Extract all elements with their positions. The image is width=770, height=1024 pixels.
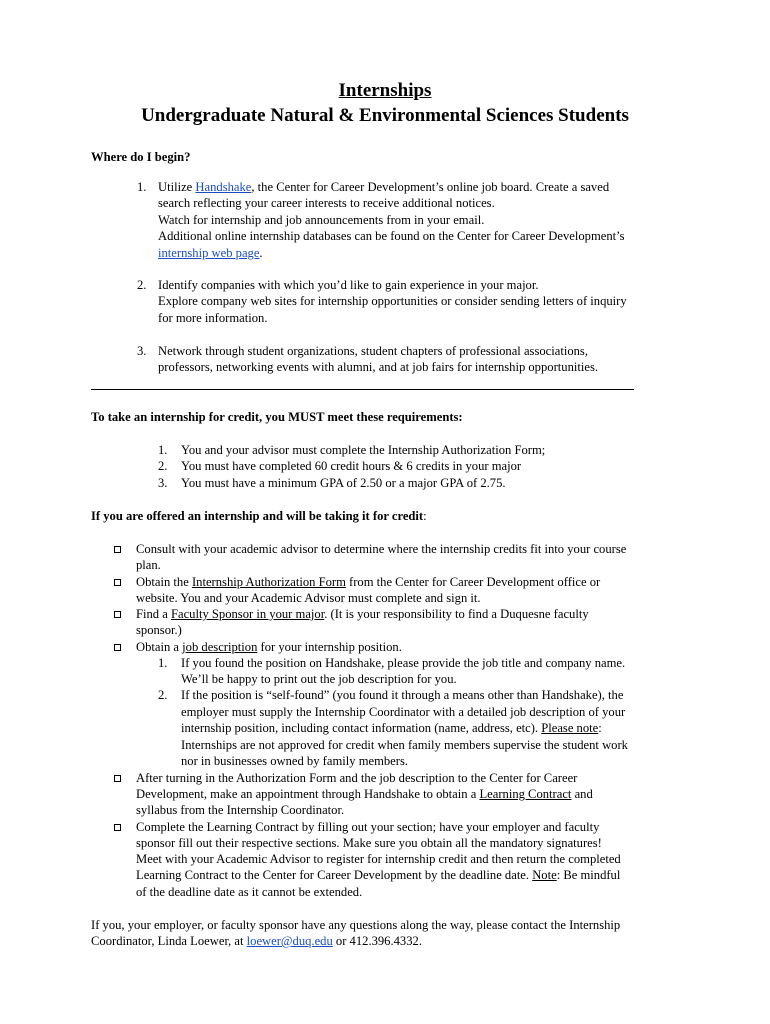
step-line: Explore company web sites for internship opportunities or consider sending letters of inquiry xyxy=(158,294,627,308)
step-text: , the Center for Career Development’s online job board. Create a saved xyxy=(251,180,610,194)
subitem-line: nor in businesses owned by family members. xyxy=(181,754,409,768)
checklist-line xyxy=(136,786,593,802)
note-text: Note xyxy=(532,868,557,882)
step-text: . xyxy=(259,246,263,260)
section-divider xyxy=(91,389,634,390)
checklist-line: After turning in the Authorization Form and the job description to the Center for Career xyxy=(136,771,578,785)
step-line: Additional online internship databases can be found on the Center for Career Development’s xyxy=(158,229,625,243)
checklist-text: Obtain a xyxy=(136,640,183,654)
authorization-form-text: Internship Authorization Form xyxy=(191,575,346,589)
requirement-number: 1. xyxy=(158,443,168,457)
footer-text: or 412.396.4332. xyxy=(332,934,422,948)
checklist-text: Find a xyxy=(136,607,171,621)
checklist-text: for your internship position. xyxy=(257,640,402,654)
checklist-text: from the Center for Career Development office or xyxy=(345,575,601,589)
requirement-text: You and your advisor must complete the Internship Authorization Form; xyxy=(181,443,546,457)
checklist-line: website. You and your Academic Advisor must complete and sign it. xyxy=(136,591,481,605)
checklist-text: Development, make an appointment through Handshake to obtain a xyxy=(136,787,480,801)
offered-heading-colon: : xyxy=(423,509,427,523)
page-subtitle: Undergraduate Natural & Environmental Sciences Students xyxy=(141,105,629,126)
checklist-line: plan. xyxy=(136,558,161,572)
step-line xyxy=(158,245,263,261)
checklist-line xyxy=(136,867,620,883)
checkbox-icon xyxy=(114,546,121,553)
checklist-line xyxy=(136,639,402,655)
page-title: Internships xyxy=(338,80,432,101)
internship-web-page-link[interactable]: internship web page xyxy=(158,246,260,260)
checkbox-icon xyxy=(114,824,121,831)
checklist-line xyxy=(136,606,589,622)
subitem-line xyxy=(181,720,602,736)
checkbox-icon xyxy=(114,611,121,618)
checklist-text: Obtain the xyxy=(136,575,192,589)
step-number: 2. xyxy=(137,278,147,292)
step-line: Identify companies with which you’d like to gain experience in your major. xyxy=(158,278,539,292)
checklist-line: sponsor.) xyxy=(136,623,182,637)
job-description-text: job description xyxy=(182,640,258,654)
checkbox-icon xyxy=(114,775,121,782)
step-number: 1. xyxy=(137,180,147,194)
checklist-line: Meet with your Academic Advisor to register for internship credit and then return the completed xyxy=(136,852,621,866)
offered-heading xyxy=(91,508,427,524)
subitem-line: If the position is “self-found” (you found it through a means other than Handshake), the xyxy=(181,688,624,702)
footer-line xyxy=(91,933,422,949)
step-line: search reflecting your career interests to receive additional notices. xyxy=(158,196,495,210)
subitem-line: We’ll be happy to print out the job description for you. xyxy=(181,672,457,686)
checklist-line: of the deadline date as it cannot be extended. xyxy=(136,885,363,899)
requirement-number: 3. xyxy=(158,476,168,490)
subitem-number: 1. xyxy=(158,656,168,670)
step-line: for more information. xyxy=(158,311,268,325)
requirement-number: 2. xyxy=(158,459,168,473)
checklist-text: . (It is your responsibility to find a Duquesne faculty xyxy=(324,607,589,621)
handshake-link[interactable]: Handshake xyxy=(195,180,252,194)
subitem-text: internship position, including contact information (name, address, etc). xyxy=(181,721,542,735)
please-note-text: Please note xyxy=(541,721,599,735)
checklist-text: : Be mindful xyxy=(556,868,621,882)
checkbox-icon xyxy=(114,644,121,651)
step-line: Network through student organizations, student chapters of professional associations, xyxy=(158,344,588,358)
step-number: 3. xyxy=(137,344,147,358)
step-line: professors, networking events with alumni, and at job fairs for internship opportunities. xyxy=(158,360,599,374)
checklist-line xyxy=(136,574,600,590)
offered-heading-text: If you are offered an internship and will be taking it for credit xyxy=(91,509,424,523)
subitem-line: Internships are not approved for credit when family members supervise the student work xyxy=(181,738,628,752)
checklist-line: syllabus from the Internship Coordinator. xyxy=(136,803,345,817)
subitem-line: If you found the position on Handshake, please provide the job title and company name. xyxy=(181,656,626,670)
checklist-line: sponsor fill out their respective sections. Make sure you obtain all the mandatory signatures! xyxy=(136,836,602,850)
requirement-text: You must have completed 60 credit hours & 6 credits in your major xyxy=(181,459,522,473)
learning-contract-text: Learning Contract xyxy=(479,787,572,801)
email-link[interactable]: loewer@duq.edu xyxy=(246,934,333,948)
checkbox-icon xyxy=(114,579,121,586)
checklist-text: and xyxy=(571,787,593,801)
credit-heading: To take an internship for credit, you MUST meet these requirements: xyxy=(91,410,463,424)
step-line xyxy=(158,179,609,195)
step-line: Watch for internship and job announcements from in your email. xyxy=(158,213,485,227)
faculty-sponsor-text: Faculty Sponsor in your major xyxy=(170,607,325,621)
subitem-number: 2. xyxy=(158,688,168,702)
where-heading: Where do I begin? xyxy=(91,150,191,164)
footer-line: If you, your employer, or faculty sponsor have any questions along the way, please contact the Internship xyxy=(91,918,621,932)
requirement-text: You must have a minimum GPA of 2.50 or a major GPA of 2.75. xyxy=(181,476,506,490)
subitem-text: : xyxy=(598,721,602,735)
checklist-text: Learning Contract to the Center for Career Development by the deadline date. xyxy=(136,868,533,882)
footer-text: Coordinator, Linda Loewer, at xyxy=(91,934,247,948)
checklist-line: Complete the Learning Contract by filling out your section; have your employer and faculty xyxy=(136,820,600,834)
checklist-line: Consult with your academic advisor to determine where the internship credits fit into your course xyxy=(136,542,627,556)
step-text: Utilize xyxy=(158,180,196,194)
subitem-line: employer must supply the Internship Coordinator with a detailed job description of your xyxy=(181,705,626,719)
